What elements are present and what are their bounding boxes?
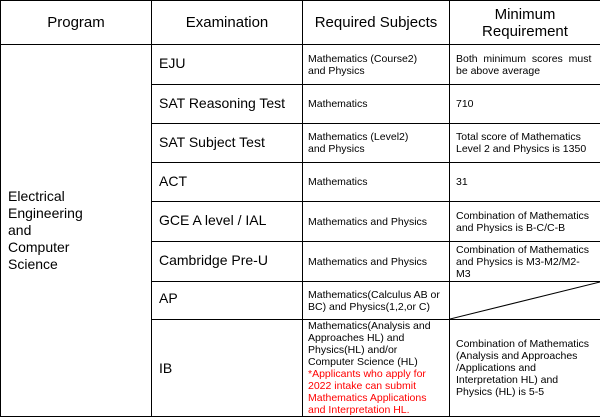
- requirement-line: and Physics is M3-M2/M2-: [456, 256, 596, 268]
- requirement-line: be above average: [456, 65, 596, 77]
- exam-cell: ACT: [152, 163, 303, 202]
- applicant-note-line: 2022 intake can submit: [308, 380, 449, 392]
- subject-line: Mathematics(Calculus AB or: [308, 289, 449, 301]
- exam-cell: SAT Subject Test: [152, 124, 303, 163]
- requirement-cell: [450, 45, 600, 85]
- applicant-note-line: Mathematics Applications: [308, 392, 449, 404]
- subjects-cell: [303, 242, 450, 282]
- subjects-cell: [303, 124, 450, 163]
- program-cell: [1, 45, 152, 417]
- requirement-cell: [450, 320, 600, 417]
- header-examination: Examination: [152, 1, 303, 45]
- subject-line: Computer Science (HL): [308, 356, 449, 368]
- requirement-cell: [450, 202, 600, 242]
- requirement-cell: [450, 242, 600, 282]
- not-applicable-cell: [450, 282, 600, 320]
- requirement-line: /Applications and: [456, 362, 596, 374]
- subject-line: Approaches HL) and: [308, 332, 449, 344]
- requirement-line: M3: [456, 268, 596, 280]
- subject-line: and Physics: [308, 65, 449, 77]
- subject-line: Mathematics (Level2): [308, 131, 449, 143]
- requirement-line: 31: [456, 176, 596, 188]
- requirement-line: Combination of Mathematics: [456, 338, 596, 350]
- requirement-line: 710: [456, 98, 596, 110]
- header-minimum-requirement: Minimum Requirement: [450, 1, 600, 45]
- header-required-subjects: Required Subjects: [303, 1, 450, 45]
- subjects-cell: [303, 202, 450, 242]
- subject-line: Mathematics: [308, 98, 449, 110]
- requirement-line: Total score of Mathematics: [456, 131, 596, 143]
- requirement-line: and Physics is B-C/C-B: [456, 222, 596, 234]
- applicant-note-line: and Interpretation HL.: [308, 404, 449, 416]
- subject-line: and Physics: [308, 143, 449, 155]
- subject-line: Mathematics and Physics: [308, 256, 449, 268]
- exam-cell: SAT Reasoning Test: [152, 85, 303, 124]
- subject-line: Mathematics(Analysis and: [308, 320, 449, 332]
- subject-line: Physics(HL) and/or: [308, 344, 449, 356]
- subject-line: Mathematics: [308, 176, 449, 188]
- requirement-line: Interpretation HL) and: [456, 374, 596, 386]
- subject-line: Mathematics (Course2): [308, 53, 449, 65]
- subjects-cell: [303, 282, 450, 320]
- requirement-cell: [450, 85, 600, 124]
- header-program: Program: [1, 1, 152, 45]
- subject-line: BC) and Physics(1,2,or C): [308, 301, 449, 313]
- program-name-line: Computer: [8, 239, 151, 256]
- subjects-cell: [303, 163, 450, 202]
- requirement-line: (Analysis and Approaches: [456, 350, 596, 362]
- requirement-cell: [450, 163, 600, 202]
- program-name-line: and: [8, 222, 151, 239]
- exam-cell: AP: [152, 282, 303, 320]
- exam-cell: IB: [152, 320, 303, 417]
- program-name-line: Electrical: [8, 188, 151, 205]
- exam-cell: GCE A level / IAL: [152, 202, 303, 242]
- requirement-cell: [450, 124, 600, 163]
- diagonal-slash: [450, 282, 600, 319]
- exam-cell: EJU: [152, 45, 303, 85]
- program-name-line: Science: [8, 256, 151, 273]
- subjects-cell: [303, 45, 450, 85]
- subjects-cell: [303, 320, 450, 417]
- header-row: [1, 1, 600, 45]
- table-row: [1, 45, 600, 85]
- subject-line: Mathematics and Physics: [308, 216, 449, 228]
- requirement-line: Physics (HL) is 5-5: [456, 386, 596, 398]
- requirement-line: Combination of Mathematics: [456, 210, 596, 222]
- subjects-cell: [303, 85, 450, 124]
- program-name-line: Engineering: [8, 205, 151, 222]
- requirement-line: Level 2 and Physics is 1350: [456, 143, 596, 155]
- requirement-line: Both minimum scores must: [456, 53, 596, 65]
- applicant-note-line: *Applicants who apply for: [308, 368, 449, 380]
- requirement-line: Combination of Mathematics: [456, 244, 596, 256]
- exam-cell: Cambridge Pre-U: [152, 242, 303, 282]
